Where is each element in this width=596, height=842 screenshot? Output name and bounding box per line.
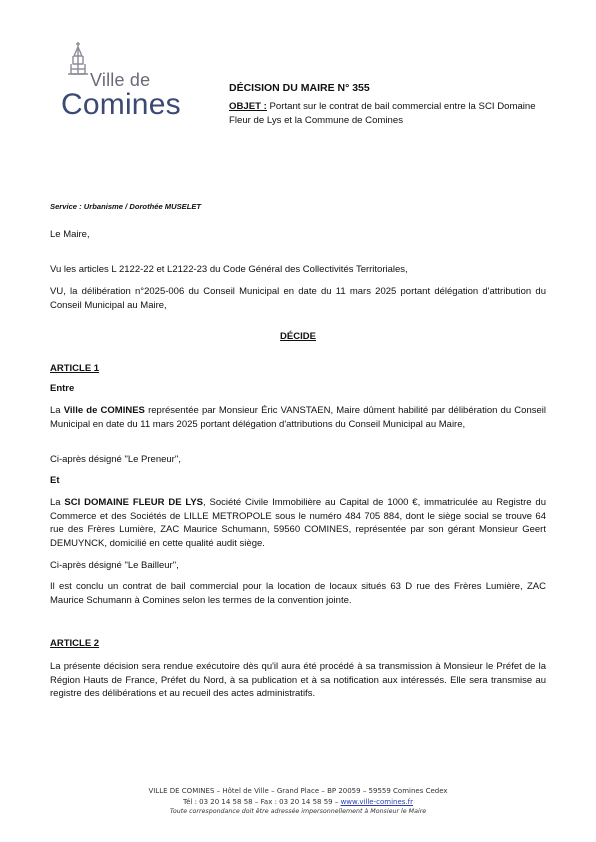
decide-heading: DÉCIDE	[280, 331, 316, 342]
article-2-text: La présente décision sera rendue exécutoire dès qu'il aura été procédé à sa transmission à Monsieur le Préfet de la Région Hauts de France, Préfet du Nord, à sa publication et à sa notification aux intéressés. Elle sera transmise au registre des délibérations et au recueil des actes administratifs.	[50, 661, 546, 700]
ville-paragraph-post: représentée par Monsieur Éric VANSTAEN, Maire dûment habilité par délibération du Conseil Municipal en date du 11 mars 2025 portant délégation d'attributions du Conseil Municipal au Maire,	[50, 405, 546, 430]
article-2-heading: ARTICLE 2	[50, 638, 100, 649]
sci-paragraph	[50, 496, 546, 550]
footer-note: Toute correspondance doit être adressée impersonnellement à Monsieur le Maire	[169, 808, 427, 815]
footer-address: VILLE DE COMINES – Hôtel de Ville – Grand Place – BP 20059 – 59559 Comines Cedex	[148, 787, 448, 795]
sci-name: SCI DOMAINE FLEUR DE LYS	[64, 497, 203, 508]
logo-comines-text: Comines	[61, 88, 181, 121]
objet-text: Portant sur le contrat de bail commercial entre la SCI Domaine Fleur de Lys et la Commune de Comines	[229, 101, 536, 126]
objet-label: OBJET :	[229, 101, 267, 112]
objet-block	[229, 100, 559, 128]
le-maire-text: Le Maire,	[50, 229, 90, 240]
city-logo	[58, 40, 181, 124]
bail-conclu-text: Il est conclu un contrat de bail commercial pour la location de locaux situés 63 D rue des Frères Lumière, ZAC Maurice Schumann à Comines selon les termes de la convention jointe.	[50, 581, 546, 606]
entre-text: Entre	[50, 383, 75, 394]
vu-deliberation-text: VU, la délibération n°2025-006 du Conseil Municipal en date du 11 mars 2025 portant délégation d'attribution du Conseil Municipal au Maire,	[50, 286, 546, 311]
sci-paragraph-post: , Société Civile Immobilière au Capital de 1000 €, immatriculée au Registre du Commerce et des Sociétés de LILLE METROPOLE sous le numéro 484 705 884, dont le siège social se trouve 64 rue des Frères Lumière, ZAC Maurice Schumann, 59560 COMINES, représentée par son gérant Monsieur Geert DEMUYNCK, domicilié en cette qualité audit siège.	[50, 497, 546, 549]
page-footer	[50, 786, 546, 818]
bailleur-text: Ci-après désigné "Le Bailleur",	[50, 560, 179, 571]
website-link[interactable]: www.ville-comines.fr	[340, 797, 413, 806]
logo-ville-text: Ville de	[90, 70, 151, 90]
sci-paragraph-pre: La	[50, 497, 65, 508]
footer-contact	[50, 797, 546, 808]
preneur-text: Ci-après désigné "Le Preneur",	[50, 454, 181, 465]
et-text: Et	[50, 475, 60, 486]
ville-paragraph-pre: La	[50, 405, 64, 416]
service-line: Service : Urbanisme / Dorothée MUSELET	[50, 202, 202, 211]
article-1-heading: ARTICLE 1	[50, 363, 100, 374]
footer-phone-fax: Tél : 03 20 14 58 58 – Fax : 03 20 14 58 59 –	[183, 797, 341, 806]
decision-title: DÉCISION DU MAIRE N° 355	[229, 82, 370, 94]
ville-paragraph	[50, 404, 546, 431]
ville-name: Ville de COMINES	[63, 405, 145, 416]
vu-articles-text: Vu les articles L 2122-22 et L2122-23 du Code Général des Collectivités Territoriales,	[50, 264, 408, 275]
